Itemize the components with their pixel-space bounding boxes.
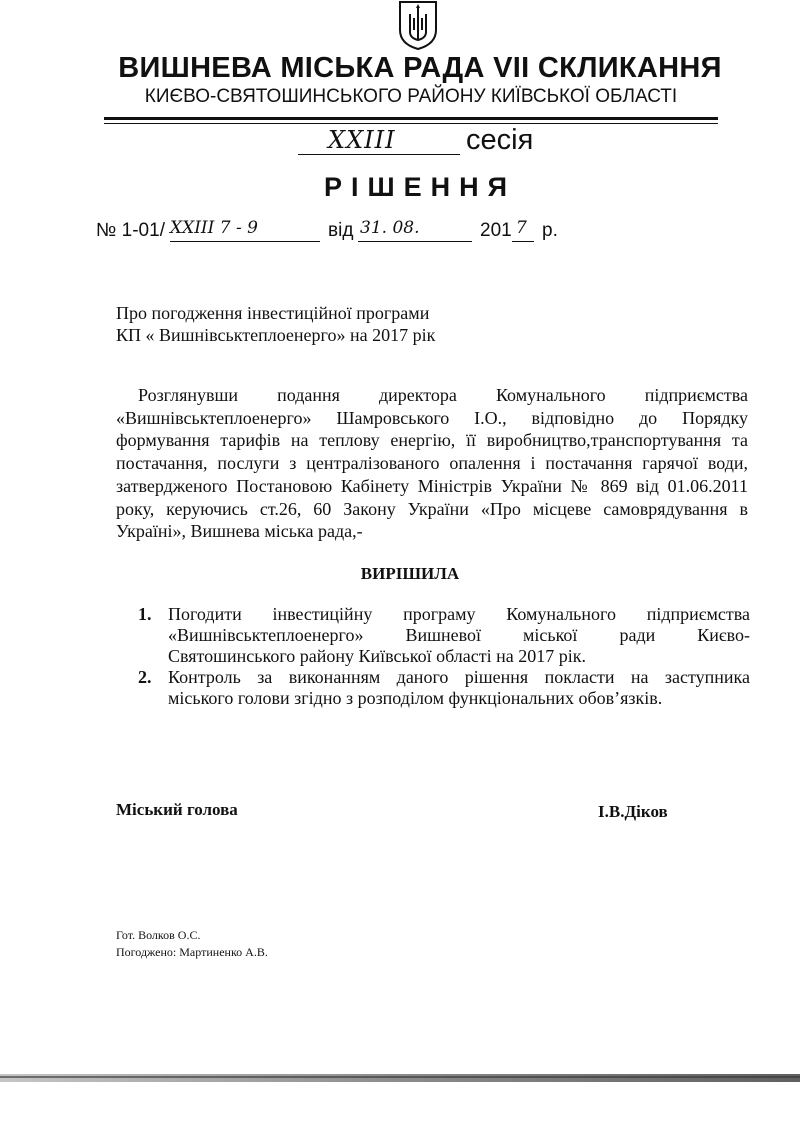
prepared-by-note: Гот. Волков О.С.: [116, 928, 201, 942]
header-rule-thin: [104, 123, 718, 124]
session-label: сесія: [466, 124, 534, 156]
council-subtitle: КИЄВО-СВЯТОШИНСЬКОГО РАЙОНУ КИЇВСЬКОЇ ОБЛАСТІ: [144, 86, 678, 107]
decision-number-row: [96, 216, 616, 246]
preamble-line: Україні», Вишнева міська рада,-: [116, 521, 363, 542]
year-underline: [512, 241, 534, 242]
resolution-items: [138, 604, 750, 709]
date-label: від: [328, 220, 354, 241]
preamble-line: року, керуючись ст.26, 60 Закону України «Про місцеве самоврядування в: [116, 498, 748, 519]
session-underline: [298, 154, 460, 155]
year-prefix: 201: [480, 220, 512, 241]
item-line: Святошинського району Київської області на 2017 рік.: [168, 646, 586, 666]
resolution-item: [138, 667, 750, 709]
subject-line-2: КП « Вишнівськтеплоенерго» на 2017 рік: [116, 325, 436, 345]
agreed-by-note: Погоджено: Мартиненко А.В.: [116, 945, 268, 959]
subject-line-1: Про погодження інвестиційної програми: [116, 303, 430, 323]
preamble-line: затвердженого Постановою Кабінету Міністрів України № 869 від 01.06.2011: [116, 475, 748, 496]
scan-edge-artifact: [0, 1071, 800, 1085]
signature-title: Міський голова: [116, 800, 238, 819]
year-digit-handwritten: 7: [516, 218, 527, 238]
date-underline: [358, 241, 472, 242]
item-number: 1.: [138, 604, 152, 624]
decision-number-underline: [170, 241, 320, 242]
decision-title: РІШЕННЯ: [323, 172, 517, 202]
resolved-heading: ВИРІШИЛА: [360, 564, 460, 583]
resolution-item: [138, 604, 750, 667]
signature-name: І.В.Діков: [598, 802, 668, 821]
item-line: міського голови згідно з розподілом функціональних обов’язків.: [168, 688, 663, 708]
preamble-paragraph: [116, 384, 748, 543]
decision-number-prefix: № 1-01/: [96, 220, 165, 241]
council-title: ВИШНЕВА МІСЬКА РАДА VІІ СКЛИКАННЯ: [118, 52, 722, 84]
item-number: 2.: [138, 667, 152, 687]
date-handwritten: 31. 08.: [360, 218, 420, 238]
preamble-line: Розглянувши подання директора Комунального підприємства: [138, 385, 748, 405]
decision-subject: [116, 302, 435, 346]
decision-number-handwritten: XXIII 7 - 9: [170, 218, 258, 238]
item-line: «Вишнівськтеплоенерго» Вишневої міської ради Києво-: [168, 625, 750, 645]
preamble-line: «Вишнівськтеплоенерго» Шамровського І.О., відповідно до Порядку: [116, 407, 748, 428]
session-number-handwritten: XXIII: [328, 126, 396, 154]
preamble-line: формування тарифів на теплову енергію, її виробництво,транспортування та: [116, 430, 748, 451]
coat-of-arms-icon: [394, 0, 442, 50]
preamble-line: постачання, послуги з централізованого опалення і постачання гарячої води,: [116, 453, 748, 474]
item-line: Погодити інвестиційну програму Комунального підприємства: [168, 604, 750, 624]
item-line: Контроль за виконанням даного рішення покласти на заступника: [168, 667, 750, 687]
header-rule-thick: [104, 117, 718, 120]
year-suffix: р.: [542, 220, 558, 241]
